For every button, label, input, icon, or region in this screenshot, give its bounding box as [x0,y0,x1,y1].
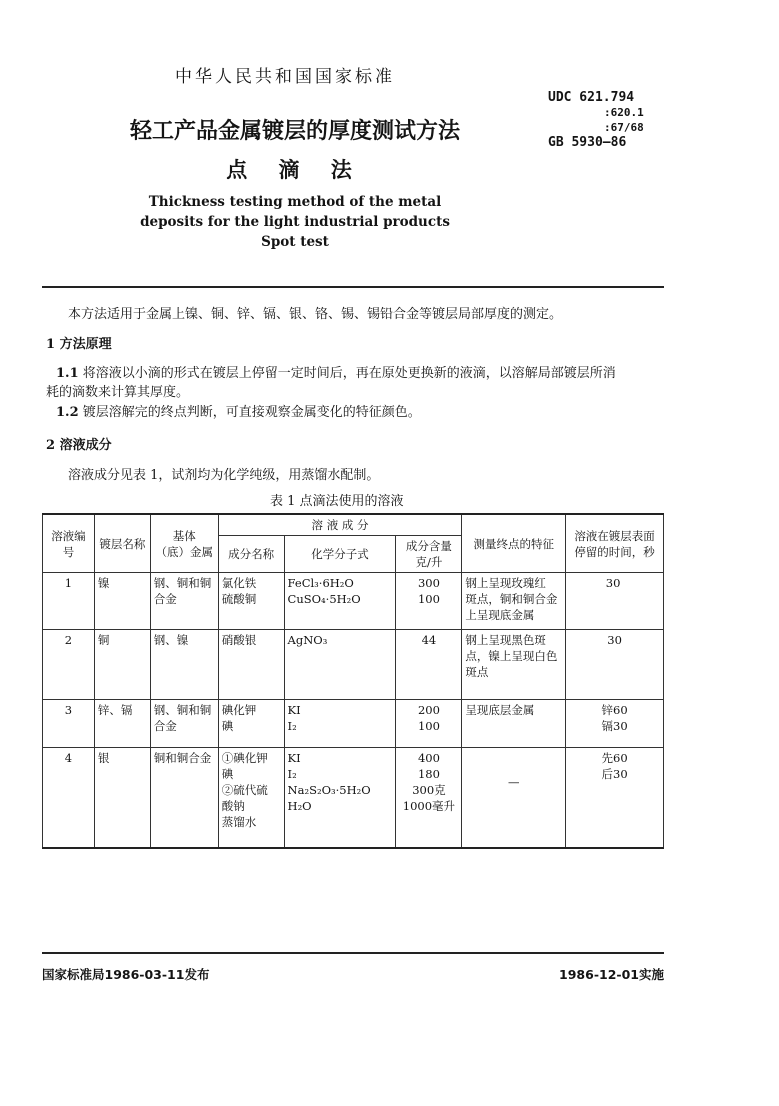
cell-solution-no [43,630,95,700]
cell-content-line: 100 [417,719,440,733]
udc-subcode: :620.1 [604,106,644,119]
header-component: 成分名称 [218,536,284,573]
cell-formula [284,573,396,630]
cell-dwell-time [566,700,664,748]
header-substrate [150,514,218,573]
header-time-line: 溶液在镀层表面 [574,528,655,543]
cell-endpoint [462,630,566,700]
issue-date: 国家标准局1986-03-11发布 [42,967,210,982]
cell-coating-line: 镍 [97,576,110,590]
udc-subcode: :67/68 [604,121,644,134]
cell-solution-no-line: 4 [64,751,73,765]
cell-formula-line: H₂O [287,799,312,813]
cell-substrate [150,573,218,630]
cell-formula-line: KI [287,751,301,765]
header-dwell-time [566,514,664,573]
header-divider [42,286,664,288]
footer-divider [42,952,664,954]
cell-endpoint-line: 上呈现底金属 [465,608,535,622]
cell-substrate-line: 钢、镍 [153,633,189,647]
cell-endpoint-line: 钢上呈现玫瑰红 [465,576,546,590]
cell-component-line: 氯化铁 [221,576,257,590]
cell-content-line: 44 [421,633,437,647]
gb-code: GB 5930—86 [548,135,627,150]
cell-component [218,573,284,630]
cell-dwell-time-line: 镉30 [601,719,628,733]
cell-dwell-time-line: 30 [605,576,621,590]
cell-content [396,573,462,630]
cell-substrate [150,748,218,848]
cell-component-line: 硝酸银 [221,633,257,647]
title-en-line: Spot test [261,234,329,250]
cell-component-line: 碘 [221,719,234,733]
cell-substrate-line: 铜和铜合金 [153,751,212,765]
cell-coating [94,700,150,748]
cell-endpoint [462,573,566,630]
table-row [43,573,664,630]
header-coating: 镀层名称 [94,514,150,573]
cell-formula-line: AgNO₃ [287,633,328,647]
cell-coating-line: 银 [97,751,110,765]
document-subtitle-zh: 点 滴 法 [226,158,364,182]
clause-number: 1.2 [56,405,79,420]
cell-content-line: 180 [417,767,440,781]
header-endpoint: 测量终点的特征 [462,514,566,573]
cell-content [396,630,462,700]
cell-solution-no [43,748,95,848]
header-substrate-line: （底）金属 [155,544,213,559]
header-content [396,536,462,573]
table-row [43,748,664,848]
cell-component-line: ②硫代硫 [221,783,268,797]
cell-formula [284,630,396,700]
section-2-heading: 2 溶液成分 [46,438,112,453]
cell-component-line: 碘化钾 [221,703,257,717]
clause-text: 耗的滴数来计算其厚度。 [46,385,190,400]
document-title-zh: 轻工产品金属镀层的厚度测试方法 [129,119,460,144]
cell-formula-line: KI [287,703,301,717]
cell-dwell-time-line: 30 [607,633,622,647]
cell-component [218,700,284,748]
table-row [43,630,664,700]
cell-content-line: 300 [417,576,440,590]
cell-substrate [150,630,218,700]
cell-component [218,630,284,700]
cell-dwell-time [566,573,664,630]
cell-coating [94,573,150,630]
intro-paragraph: 本方法适用于金属上镍、铜、锌、镉、银、铬、锡、锡铅合金等镀层局部厚度的测定。 [68,307,563,322]
cell-endpoint-line: 斑点 [465,665,489,679]
cell-solution-no-line: 1 [64,576,73,590]
cell-endpoint-line: 点，镍上呈现白色 [465,649,558,663]
header-content-line: 克/升 [415,555,443,569]
cell-content-line: 200 [417,703,440,717]
title-en-line: Thickness testing method of the metal [148,194,442,210]
solutions-table [42,513,664,849]
cell-content [396,748,462,848]
classification-codes [548,90,658,150]
cell-formula-line: I₂ [287,767,297,781]
cell-component-line: 酸钠 [221,799,245,813]
cell-solution-no [43,573,95,630]
cell-dwell-time-line: 后30 [601,767,628,781]
cell-dwell-time-line: 先60 [601,751,628,765]
cell-solution-no-line: 2 [64,633,73,647]
cell-coating-line: 锌、镉 [97,703,133,717]
cell-coating [94,630,150,700]
cell-dwell-time-line: 锌60 [601,703,628,717]
header-content-line: 成分含量 [405,539,452,553]
cell-content-line: 400 [417,751,440,765]
clause-number: 1.1 [56,366,79,381]
cell-dwell-time [566,630,664,700]
cell-content-line: 1000毫升 [402,799,456,813]
cell-component [218,748,284,848]
cell-dwell-time [566,748,664,848]
header-time-line: 停留的时间，秒 [574,544,655,559]
cell-solution-no-line: 3 [64,703,73,717]
table-row [43,700,664,748]
document-title-en [130,192,460,252]
udc-code: UDC 621.794 [548,90,635,105]
header-solution-no: 溶液编号 [43,514,95,573]
table-caption: 表 1 点滴法使用的溶液 [270,494,404,509]
cell-solution-no [43,700,95,748]
cell-endpoint-line: 斑点，铜和铜合金 [465,592,558,606]
cell-component-line: 蒸馏水 [221,815,257,829]
cell-substrate [150,700,218,748]
clause-text: 将溶液以小滴的形式在镀层上停留一定时间后，再在原处更换新的液滴，以溶解局部镀层所消 [82,366,616,381]
cell-formula-line: I₂ [287,719,297,733]
cell-content-line: 100 [417,592,440,606]
cell-content [396,700,462,748]
cell-endpoint [462,700,566,748]
cell-formula-line: Na₂S₂O₃·5H₂O [287,783,371,797]
cell-substrate-line: 合金 [153,719,177,733]
cell-coating [94,748,150,848]
title-en-line: deposits for the light industrial products [140,214,450,230]
cell-formula-line: FeCl₃·6H₂O [287,576,354,590]
section-1-2-paragraph [56,403,421,422]
section-1-heading: 1 方法原理 [46,337,112,352]
cell-endpoint-line: — [508,775,520,789]
cell-content-line: 300克 [412,783,446,797]
cell-endpoint [462,748,566,848]
cell-formula [284,748,396,848]
cell-component-line: ①碘化钾 [221,751,268,765]
effective-date: 1986-12-01实施 [559,967,664,982]
cell-substrate-line: 钢、铜和铜 [153,576,212,590]
standard-body-header: 中华人民共和国国家标准 [175,67,395,87]
cell-formula-line: CuSO₄·5H₂O [287,592,361,606]
cell-substrate-line: 合金 [153,592,177,606]
header-formula: 化学分子式 [284,536,396,573]
cell-coating-line: 铜 [97,633,110,647]
cell-endpoint-line: 呈现底层金属 [465,703,535,717]
cell-endpoint-line: 钢上呈现黑色斑 [465,633,546,647]
cell-formula [284,700,396,748]
cell-component-line: 硫酸铜 [221,592,257,606]
cell-substrate-line: 钢、铜和铜 [153,703,212,717]
cell-component-line: 碘 [221,767,234,781]
header-composition: 溶 液 成 分 [218,514,462,536]
header-substrate-line: 基体 [172,528,196,543]
section-1-1-paragraph [46,364,666,402]
section-2-paragraph: 溶液成分见表 1，试剂均为化学纯级，用蒸馏水配制。 [68,468,380,483]
clause-text: 镀层溶解完的终点判断，可直接观察金属变化的特征颜色。 [82,405,421,420]
